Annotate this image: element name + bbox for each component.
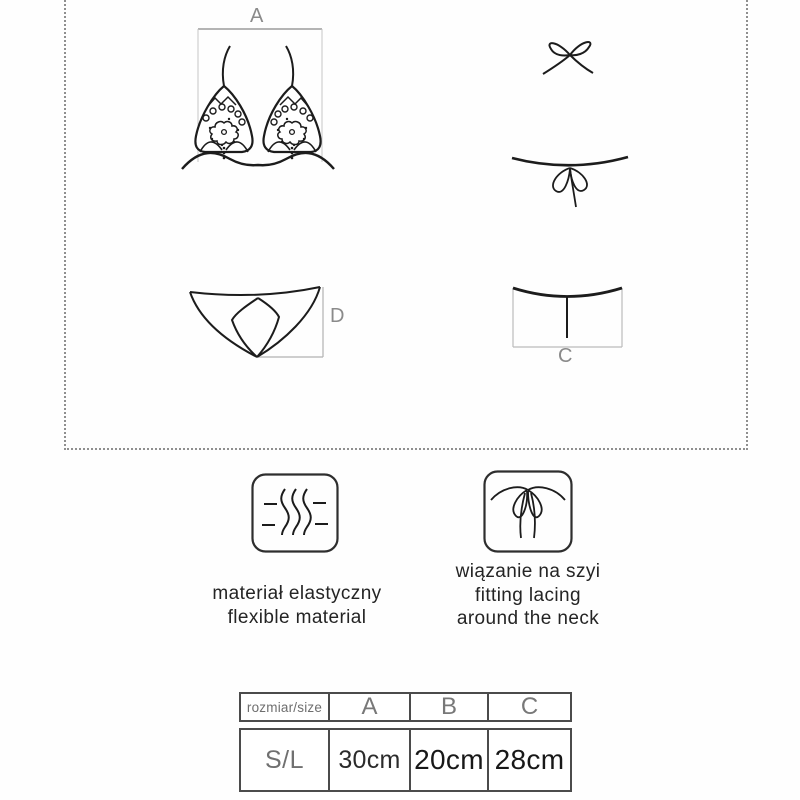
back-band-line bbox=[512, 157, 628, 165]
size-table-data-row bbox=[239, 728, 572, 792]
header-cell-size-label: rozmiar/size bbox=[241, 694, 330, 720]
lacing-caption-line2: fitting lacing bbox=[475, 584, 581, 606]
cell-value-c: 28cm bbox=[494, 744, 565, 775]
lacing-caption-line1: wiązanie na szyi bbox=[455, 561, 601, 582]
neck-bow bbox=[543, 42, 593, 74]
cell-size: S/L bbox=[241, 730, 330, 790]
flexible-material-caption bbox=[182, 582, 412, 629]
header-cell-c: C bbox=[520, 694, 539, 720]
bikini-top-front-drawing bbox=[172, 2, 344, 178]
lacing-caption-line3: around the neck bbox=[456, 608, 600, 629]
size-table bbox=[239, 692, 572, 792]
flexible-material-icon bbox=[251, 473, 339, 553]
measurement-label-d: D bbox=[330, 305, 346, 327]
header-cell-b: B bbox=[411, 694, 489, 720]
cell-value-a: 30cm bbox=[330, 730, 411, 790]
wavy-lines bbox=[262, 489, 328, 535]
measurement-label-a: A bbox=[250, 5, 265, 27]
neck-lacing-caption bbox=[418, 560, 638, 631]
back-waistband-line bbox=[513, 288, 622, 297]
underband-line bbox=[182, 153, 334, 169]
right-cup bbox=[263, 46, 320, 159]
panty-front-outline bbox=[190, 287, 320, 357]
lacing-bow bbox=[491, 487, 565, 538]
diagram-frame bbox=[64, 0, 748, 450]
left-cup bbox=[195, 46, 252, 159]
flexible-caption-line1: materiał elastyczny bbox=[212, 583, 382, 604]
bottom-front-drawing bbox=[172, 273, 354, 369]
cell-value-b: 20cm bbox=[411, 730, 489, 790]
d-measure-guides bbox=[258, 287, 323, 357]
size-table-header-row bbox=[239, 692, 572, 722]
flexible-caption-line2: flexible material bbox=[227, 606, 367, 628]
neck-lacing-icon bbox=[483, 470, 573, 553]
bikini-top-back-drawing bbox=[500, 28, 640, 218]
measurement-label-c: C bbox=[558, 345, 574, 367]
back-bow bbox=[553, 168, 587, 207]
header-cell-a: A bbox=[330, 694, 411, 720]
